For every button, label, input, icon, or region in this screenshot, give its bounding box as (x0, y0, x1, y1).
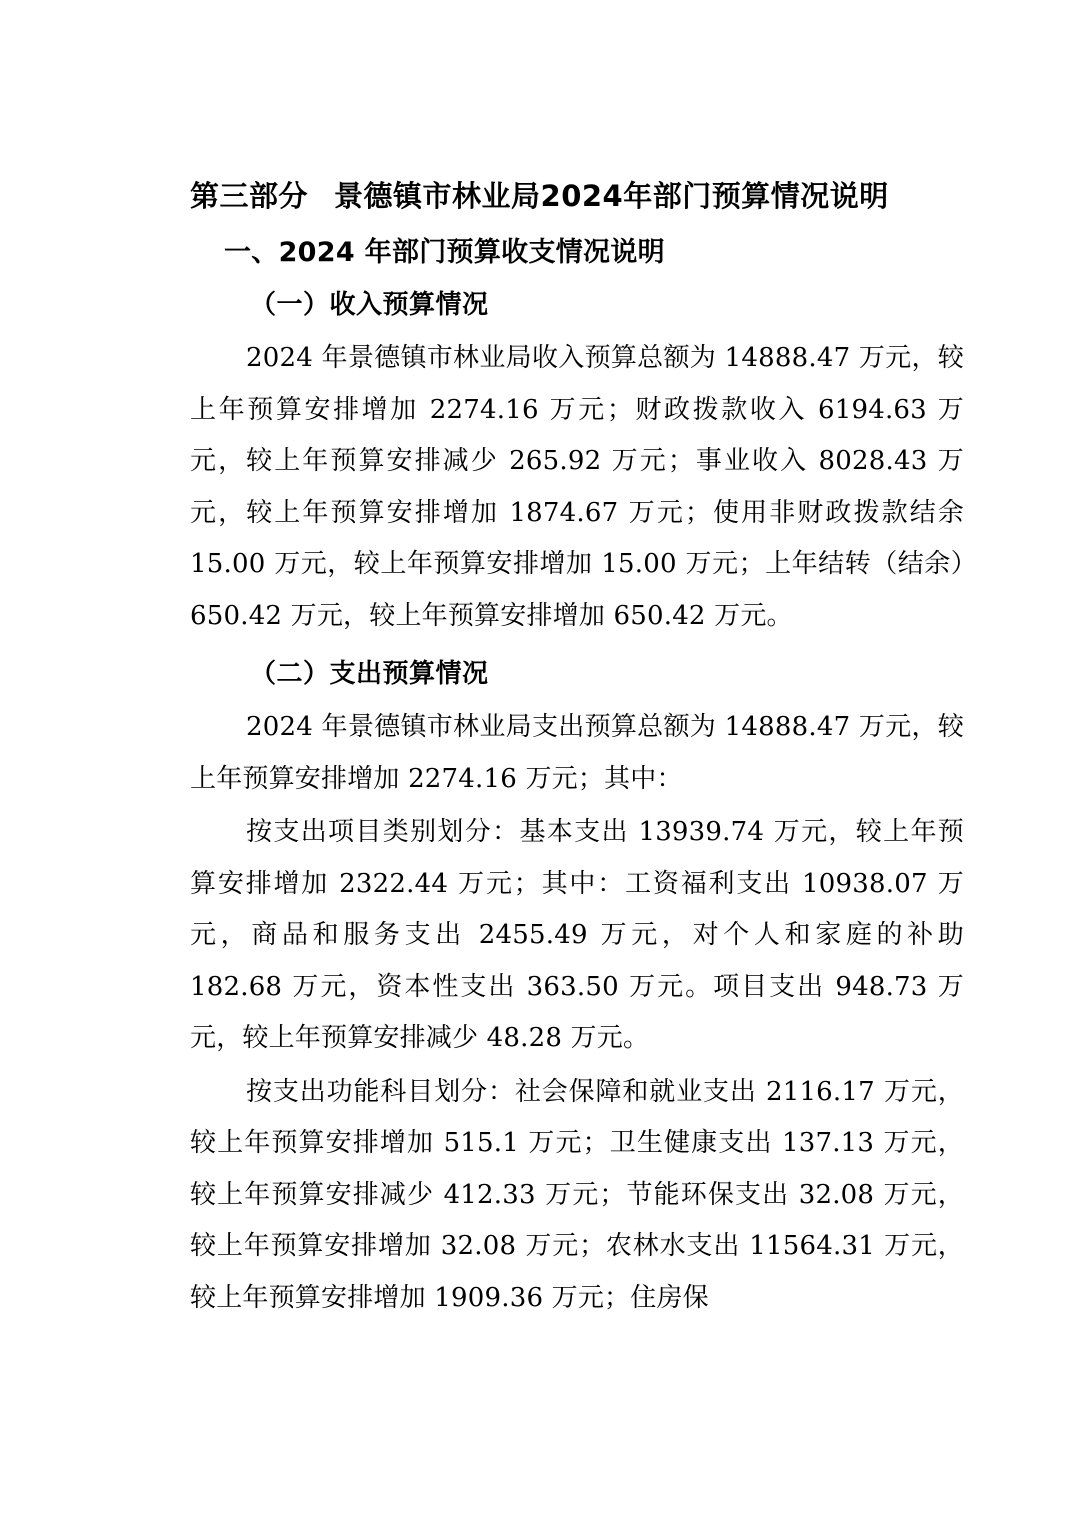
section-heading-1: 一、2024 年部门预算收支情况说明 (224, 236, 665, 268)
page-title-main: 景德镇市林业局2024年部门预算情况说明 (334, 179, 889, 213)
page-title-prefix: 第三部分 (190, 179, 309, 213)
paragraph-expenditure-by-function: 按支出功能科目划分：社会保障和就业支出 2116.17 万元，较上年预算安排增加 515.1 万元；卫生健康支出 137.13 万元，较上年预算安排减少 412.33 万元；节能环保支出 32.08 万元，较上年预算安排增加 32.08 万元；农林水支出 11564.31 万元，较上年预算安排增加 1909.36 万元；住房保 (190, 1076, 964, 1313)
subsection-heading-income: （一）收入预算情况 (250, 290, 489, 320)
paragraph-income-budget: 2024 年景德镇市林业局收入预算总额为 14888.47 万元，较上年预算安排增加 2274.16 万元；财政拨款收入 6194.63 万元，较上年预算安排减少 265.92 万元；事业收入 8028.43 万元，较上年预算安排增加 1874.67 万元；使用非财政拨款结余 15.00 万元，较上年预算安排增加 15.00 万元；上年结转（结余）650.42 万元，较上年预算安排增加 650.42 万元。 (190, 343, 964, 631)
paragraph-expenditure-by-category: 按支出项目类别划分：基本支出 13939.74 万元，较上年预算安排增加 2322.44 万元；其中：工资福利支出 10938.07 万元，商品和服务支出 2455.49 万元，对个人和家庭的补助 182.68 万元，资本性支出 363.50 万元。项目支出 948.73 万元，较上年预算安排减少 48.28 万元。 (190, 817, 964, 1054)
page-title (190, 175, 964, 219)
subsection-heading-expenditure: （二）支出预算情况 (250, 659, 489, 690)
paragraph-expenditure-total: 2024 年景德镇市林业局支出预算总额为 14888.47 万元，较上年预算安排增加 2274.16 万元；其中： (190, 712, 964, 794)
